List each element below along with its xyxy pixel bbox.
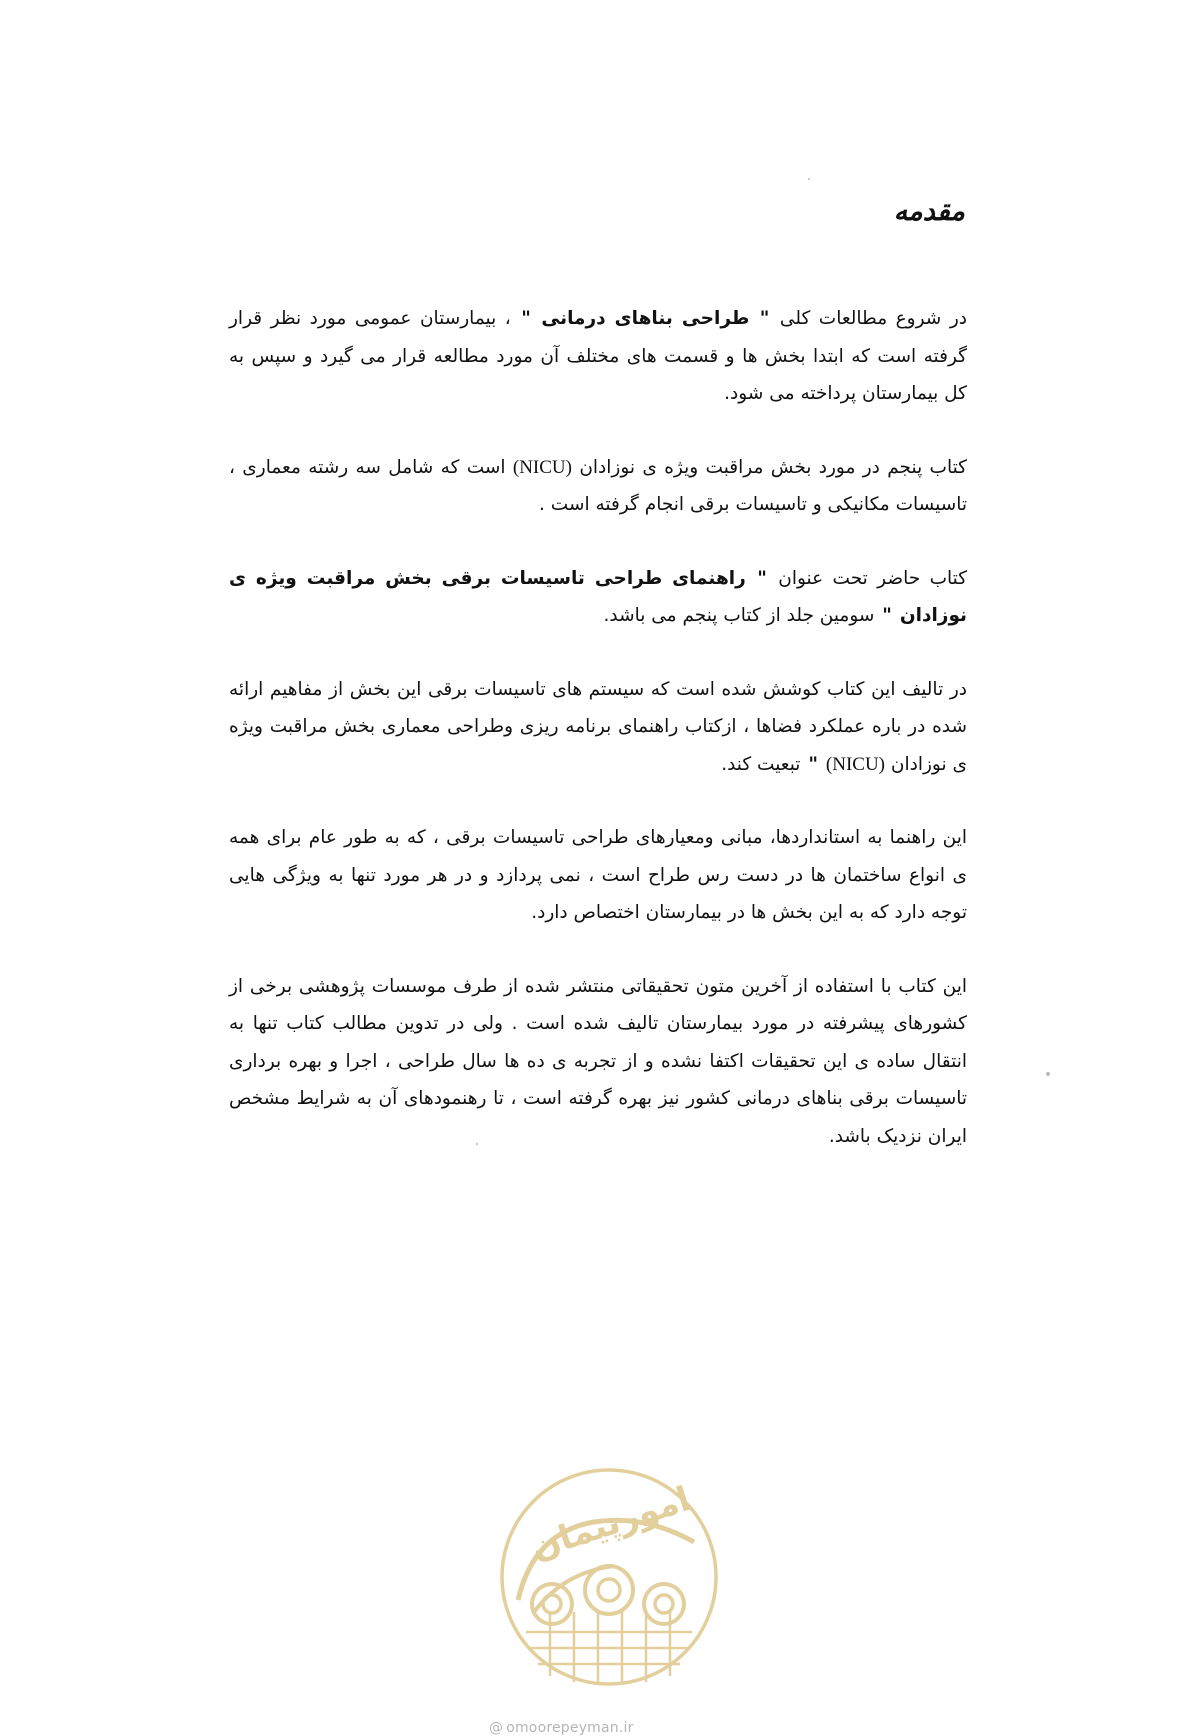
paragraph-current-book-after: سومین جلد از کتاب پنجم می باشد. [603,605,875,626]
quote-close-mark: " [521,308,531,329]
watermark-stamp [494,1462,724,1692]
paragraph-book-five-after: است که شامل سه رشته معماری ، تاسیسات مکانیکی و تاسیسات برقی انجام گرفته است . [229,456,967,515]
quote-close-mark: " [882,605,892,626]
paragraph-intro-after: ، بیمارستان عمومی مورد نظر قرار گرفته است که ابتدا بخش ها و قسمت های مختلف آن مورد مطالعه قرار می گیرد و سپس به کل بیمارستان پرداخته می شود. [229,308,967,404]
scan-speck [476,1143,478,1145]
paragraph-current-book [229,560,967,635]
quote-open-mark: " [759,308,770,329]
quote-open-mark: " [757,567,767,589]
paragraph-intro [229,300,967,413]
at-sign-icon: @ [489,1720,504,1736]
paragraph-current-book-before: کتاب حاضر تحت عنوان [778,567,968,589]
page-heading: مقدمه [893,196,965,227]
stamp-label: امورپیمان [526,1479,696,1569]
nicu-abbreviation: (NICU) [825,753,885,775]
paragraph-intro-before: در شروع مطالعات کلی [779,308,967,329]
scan-speck [808,178,810,180]
watermark-url [489,1720,634,1736]
paragraph-sources: این کتاب با استفاده از آخرین متون تحقیقاتی منتشر شده از طرف موسسات پژوهشی برخی از کشورهای پیشرفته در مورد بیمارستان تالیف شده است . ولی در تدوین مطالب کتاب تنها به انتقال ساده ی این تحقیقات اکتفا نشده و از تجربه ی ده ها سال طراحی ، اجرا و بهره برداری تاسیسات برقی بناهای درمانی کشور نیز بهره گرفته است ، تا رهنمودهای آن به شرایط مشخص ایران نزدیک باشد. [229,975,967,1147]
watermark-url-text: omoorepeyman.ir [506,1720,634,1736]
paragraph-authoring-after: تبعیت کند. [721,753,801,775]
scan-speck [1046,1072,1050,1076]
book-title: راهنمای طراحی تاسیسات برقی بخش مراقبت ویژه ی نوزادان [229,567,967,626]
paragraph-book-five [229,449,967,524]
paragraph-book-five-before: کتاب پنجم در مورد بخش مراقبت ویژه ی نوزادان [579,456,967,478]
book-series-title: طراحی بناهای درمانی [541,308,750,329]
nicu-abbreviation: (NICU) [512,456,572,478]
paragraph-scope: این راهنما به استانداردها، مبانی ومعیارهای طراحی تاسیسات برقی ، که به طور عام برای همه ی انواع ساختمان ها در دست رس طراح است ، نمی پردازد و در هر مورد تنها به ویژگی هایی توجه دارد که به این بخش ها در بیمارستان اختصاص دارد. [229,827,967,923]
quote-close-mark: " [808,753,818,775]
paragraph-authoring [229,671,967,784]
document-body [229,300,967,1191]
paragraph-authoring-before: در تالیف این کتاب کوشش شده است که سیستم های تاسیسات برقی این بخش از مفاهیم ارائه شده در باره عملکرد فضاها ، ازکتاب راهنمای برنامه ریزی وطراحی معماری بخش مراقبت ویژه ی نوزادان [229,678,967,775]
